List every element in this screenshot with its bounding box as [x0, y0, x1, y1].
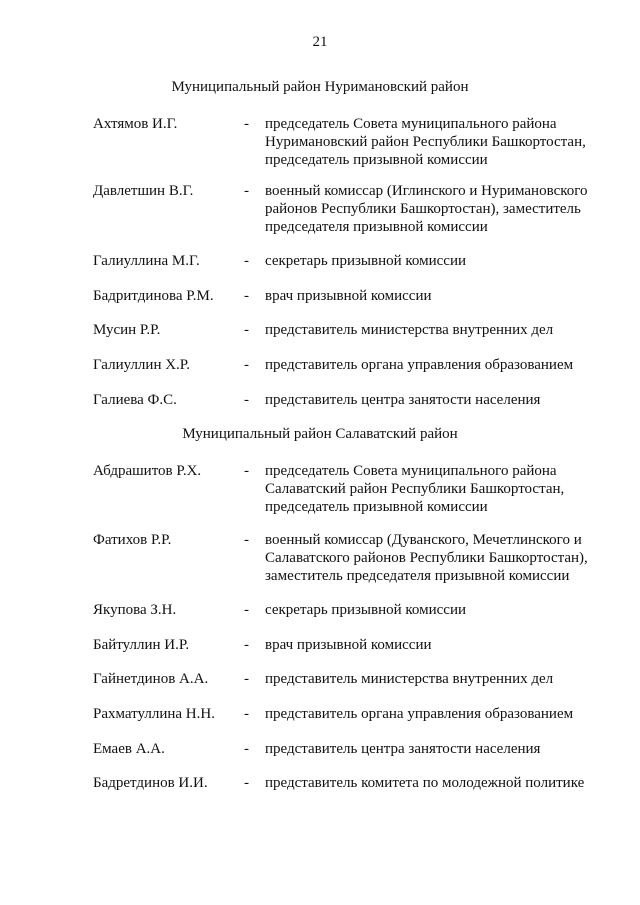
- role-line: врач призывной комиссии: [265, 637, 432, 653]
- role-line: представитель министерства внутренних дел: [265, 322, 554, 338]
- member-dash: -: [244, 671, 249, 687]
- member-dash: -: [244, 532, 249, 548]
- page-number: 21: [312, 34, 328, 50]
- member-role: [265, 705, 610, 723]
- member-role: [265, 287, 610, 305]
- member-name: Байтуллин И.Р.: [93, 637, 190, 653]
- role-line: военный комиссар (Дуванского, Мечетлинского и: [265, 532, 582, 548]
- member-name: Фатихов Р.Р.: [93, 532, 172, 548]
- member-dash: -: [244, 637, 249, 653]
- role-line: представитель центра занятости населения: [265, 741, 541, 757]
- member-dash: -: [244, 183, 249, 199]
- role-line: представитель министерства внутренних дел: [265, 671, 554, 687]
- member-role: [265, 115, 610, 169]
- member-role: [265, 462, 610, 516]
- member-role: [265, 391, 610, 409]
- section-title: Муниципальный район Салаватский район: [182, 426, 458, 442]
- role-line: районов Республики Башкортостан), заместитель: [265, 201, 581, 217]
- member-role: [265, 321, 610, 339]
- member-name: Галиева Ф.С.: [93, 392, 177, 408]
- role-line: Нуримановский район Республики Башкортостан,: [265, 134, 586, 150]
- member-name: Емаев А.А.: [93, 741, 165, 757]
- member-dash: -: [244, 322, 249, 338]
- member-dash: -: [244, 357, 249, 373]
- member-role: [265, 531, 610, 585]
- role-line: представитель комитета по молодежной политике: [265, 775, 585, 791]
- member-role: [265, 252, 610, 270]
- role-line: секретарь призывной комиссии: [265, 602, 467, 618]
- role-line: представитель органа управления образованием: [265, 357, 574, 373]
- member-name: Гайнетдинов А.А.: [93, 671, 209, 687]
- member-name: Рахматуллина Н.Н.: [93, 706, 215, 722]
- member-dash: -: [244, 392, 249, 408]
- member-dash: -: [244, 706, 249, 722]
- role-line: секретарь призывной комиссии: [265, 253, 467, 269]
- member-dash: -: [244, 775, 249, 791]
- member-dash: -: [244, 288, 249, 304]
- role-line: председатель Совета муниципального района: [265, 463, 557, 479]
- member-name: Мусин Р.Р.: [93, 322, 161, 338]
- member-dash: -: [244, 602, 249, 618]
- member-role: [265, 636, 610, 654]
- role-line: представитель органа управления образованием: [265, 706, 574, 722]
- member-dash: -: [244, 116, 249, 132]
- role-line: врач призывной комиссии: [265, 288, 432, 304]
- member-role: [265, 356, 610, 374]
- member-role: [265, 670, 610, 688]
- member-role: [265, 740, 610, 758]
- section-title: Муниципальный район Нуримановский район: [171, 79, 469, 95]
- role-line: представитель центра занятости населения: [265, 392, 541, 408]
- member-role: [265, 601, 610, 619]
- member-dash: -: [244, 253, 249, 269]
- role-line: председатель призывной комиссии: [265, 152, 488, 168]
- member-name: Якупова З.Н.: [93, 602, 177, 618]
- member-name: Давлетшин В.Г.: [93, 183, 194, 199]
- role-line: председатель призывной комиссии: [265, 499, 488, 515]
- member-name: Ахтямов И.Г.: [93, 116, 178, 132]
- member-role: [265, 774, 610, 792]
- member-name: Галиуллина М.Г.: [93, 253, 200, 269]
- role-line: военный комиссар (Иглинского и Нуримановского: [265, 183, 588, 199]
- member-name: Галиуллин Х.Р.: [93, 357, 191, 373]
- role-line: заместитель председателя призывной комиссии: [265, 568, 570, 584]
- member-name: Бадретдинов И.И.: [93, 775, 208, 791]
- role-line: председатель Совета муниципального района: [265, 116, 557, 132]
- member-name: Бадритдинова Р.М.: [93, 288, 214, 304]
- role-line: председателя призывной комиссии: [265, 219, 488, 235]
- member-dash: -: [244, 463, 249, 479]
- role-line: Салаватского районов Республики Башкортостан),: [265, 550, 588, 566]
- member-role: [265, 182, 610, 236]
- role-line: Салаватский район Республики Башкортостан,: [265, 481, 565, 497]
- member-name: Абдрашитов Р.Х.: [93, 463, 202, 479]
- member-dash: -: [244, 741, 249, 757]
